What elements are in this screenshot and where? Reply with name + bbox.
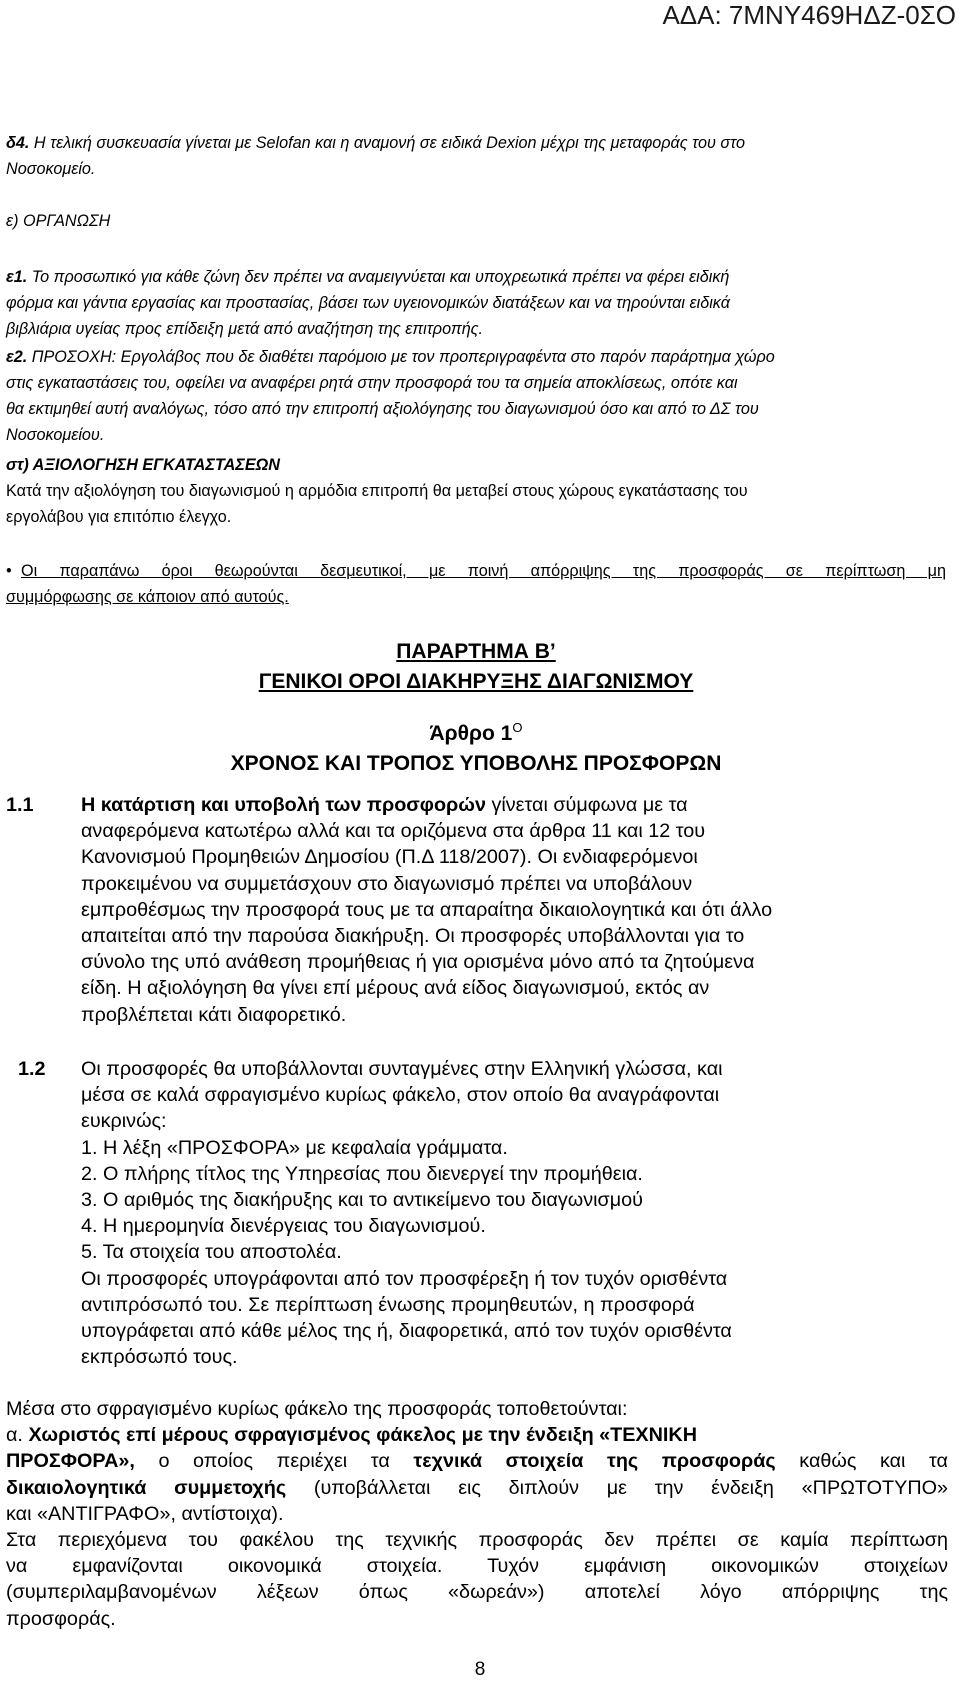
p12-line1: Οι προσφορές θα υποβάλλονται συνταγμένες στην Ελληνική γλώσσα, και [81,1058,723,1080]
article-heading [6,713,946,779]
d4-label: δ4. [6,134,30,152]
paragraph-e1 [6,264,946,342]
e2-label: ε2. [6,348,28,366]
e1-line3: βιβλιάρια υγείας προς επίδειξη μετά από αναζήτηση της επιτροπής. [6,320,484,338]
p12-item-5: 5. Τα στοιχεία του αποστολέα. [81,1241,342,1264]
p11-line1: γίνεται σύμφωνα με τα [486,794,688,816]
paragraph-1-1 [6,792,946,1032]
final-line1: Μέσα στο σφραγισμένο κυρίως φάκελο της προσφοράς τοποθετούνται: [6,1398,628,1420]
p11-number: 1.1 [6,794,34,816]
bullet-note [6,558,946,610]
page-number: 8 [474,1659,486,1680]
p12-after-1: Οι προσφορές υπογράφονται από τον προσφέρεξη ή τον τυχόν ορισθέντα [81,1267,728,1290]
final-a-bold3: τεχνικά στοιχεία της προσφοράς [413,1450,776,1473]
final-a-text2: ο οποίος περιέχει τα [134,1450,414,1473]
paragraph-1-2 [6,1056,946,1376]
p12-after-4: εκπρόσωπό τους. [81,1346,238,1369]
article-number: Άρθρο $1^O$ [429,720,523,745]
final-a-bold2: ΠΡΟΣΦΟΡΑ», [6,1450,135,1473]
p12-number: 1.2 [18,1058,46,1080]
final-l6: να εμφανίζονται οικονομικά στοιχεία. Τυχόν εμφάνιση οικονομικών στοιχείων [6,1555,948,1578]
p12-line3: ευκρινώς: [81,1110,167,1133]
p12-line2: μέσα σε καλά σφραγισμένο κυρίως φάκελο, στον οποίο θα αναγράφονται [81,1084,720,1107]
annex-title-2: ΓΕΝΙΚΟΙ ΟΡΟΙ ΔΙΑΚΗΡΥΞΗΣ ΔΙΑΓΩΝΙΣΜΟΥ [258,670,694,693]
final-a-bold1: Χωριστός επί μέρους σφραγισμένος φάκελος με την ένδειξη «ΤΕΧΝΙΚΗ [28,1424,697,1447]
d4-line1: Η τελική συσκευασία γίνεται με Selofan και η αναμονή σε ειδικά Dexion μέχρι της μεταφοράς του στο [29,134,745,152]
section-st-title: στ) ΑΞΙΟΛΟΓΗΣΗ ΕΓΚΑΤΑΣΤΑΣΕΩΝ [6,456,280,474]
annex-title [6,637,946,697]
final-a-label: α. [6,1424,29,1447]
p11-line3: Κανονισμού Προμηθειών Δημοσίου (Π.Δ 118/2007). Οι ενδιαφερόμενοι [81,846,698,869]
bullet-line2: συμμόρφωσης σε κάποιον από αυτούς. [6,588,289,606]
p11-line8: είδη. Η αξιολόγηση θα γίνει επί μέρους ανά είδος διαγωνισμού, εκτός αν [81,977,710,1000]
ada-code: ΑΔΑ: 7ΜΝΥ469ΗΔΖ-0ΣΟ [662,0,956,30]
p11-bold: Η κατάρτιση και υποβολή των προσφορών [81,794,486,816]
e2-line1: ΠΡΟΣΟΧΗ: Εργολάβος που δε διαθέτει παρόμοιο με τον προπεριγραφέντα στο παρόν παράρτημα χώρο [27,348,775,366]
bullet-line1: Οι παραπάνω όροι θεωρούνται δεσμευτικοί, με ποινή απόρριψης της προσφοράς σε περίπτωση μη [21,562,946,580]
e1-line1: Το προσωπικό για κάθε ζώνη δεν πρέπει να αναμειγνύεται και υποχρεωτικά πρέπει να φέρει ειδική [27,268,730,286]
e1-line2: φόρμα και γάντια εργασίας και προστασίας, βάσει των υγειονομικών διατάξεων και να τηρούνται ειδικά [6,294,730,312]
p12-item-4: 4. Η ημερομηνία διενέργειας του διαγωνισμού. [81,1215,486,1238]
final-l8: προσφοράς. [6,1607,116,1630]
paragraph-d4 [6,130,946,182]
st-line1: Κατά την αξιολόγηση του διαγωνισμού η αρμόδια επιτροπή θα μεταβεί στους χώρους εγκατάστασης του [6,482,748,500]
final-section [6,1396,948,1632]
p11-line7: σύνολο της υπό ανάθεση προμήθειας ή για ορισμένα μόνο από τα ζητούμενα [81,951,755,974]
final-l5: Στα περιεχόμενα του φακέλου της τεχνικής προσφοράς δεν πρέπει σε καμία περίπτωση [6,1529,948,1552]
section-e-title: ε) ΟΡΓΑΝΩΣΗ [6,212,111,230]
p12-after-2: αντιπρόσωπό του. Σε περίπτωση ένωσης προμηθευτών, η προσφορά [81,1293,695,1316]
p11-line4: προκειμένου να συμμετάσχουν στο διαγωνισμό πρέπει να υποβάλουν [81,872,693,895]
p12-after-3: υπογράφεται από κάθε μέλος της ή, διαφορετικά, από τον τυχόν ορισθέντα [81,1320,732,1343]
d4-line2: Νοσοκομείο. [6,160,96,178]
p11-line9: προβλέπεται κάτι διαφορετικό. [81,1003,347,1026]
final-a-text3: καθώς και τα [775,1450,948,1473]
final-a-bold4: δικαιολογητικά συμμετοχής [6,1476,287,1499]
final-a-text4: (υποβάλλεται εις διπλούν με την ένδειξη «ΠΡΩΤΟΤΥΠΟ» [286,1476,948,1499]
section-st-body [6,478,946,530]
final-l7: (συμπεριλαμβανομένων λέξεων όπως «δωρεάν») αποτελεί λόγο απόρριψης της [6,1581,948,1604]
e2-line4: Νοσοκομείου. [6,426,105,444]
article-title: ΧΡΟΝΟΣ ΚΑΙ ΤΡΟΠΟΣ ΥΠΟΒΟΛΗΣ ΠΡΟΣΦΟΡΩΝ [230,752,722,775]
bullet-mark: • [6,562,12,580]
final-a-line4: και «ΑΝΤΙΓΡΑΦΟ», αντίστοιχα). [6,1502,284,1525]
p11-line2: αναφερόμενα κατωτέρω αλλά και τα οριζόμενα στα άρθρα 11 και 12 του [81,820,706,843]
paragraph-e2 [6,344,946,448]
annex-title-1: ΠΑΡΑΡΤΗΜΑ Β’ [396,640,556,663]
p11-line6: απαιτείται από την παρούσα διακήρυξη. Οι προσφορές υποβάλλονται για το [81,925,745,948]
p12-item-1: 1. Η λέξη «ΠΡΟΣΦΟΡΑ» με κεφαλαία γράμματα. [81,1136,508,1159]
p12-item-2: 2. Ο πλήρης τίτλος της Υπηρεσίας που διενεργεί την προμήθεια. [81,1162,643,1185]
p12-item-3: 3. Ο αριθμός της διακήρυξης και το αντικείμενο του διαγωνισμού [81,1189,643,1212]
e1-label: ε1. [6,268,28,286]
e2-line2: στις εγκαταστάσεις του, οφείλει να αναφέρει ρητά στην προσφορά του τα σημεία αποκλίσεως, οπότε και [6,374,738,392]
p11-line5: εμπροθέσμως την προσφορά τους με τα απαραίτηα δικαιολογητικά και ότι άλλο [81,898,773,921]
e2-line3: θα εκτιμηθεί αυτή αναλόγως, τόσο από την επιτροπή αξιολόγησης του διαγωνισμού όσο και από το ΔΣ του [6,400,759,418]
st-line2: εργολάβου για επιτόπιο έλεγχο. [6,508,232,526]
